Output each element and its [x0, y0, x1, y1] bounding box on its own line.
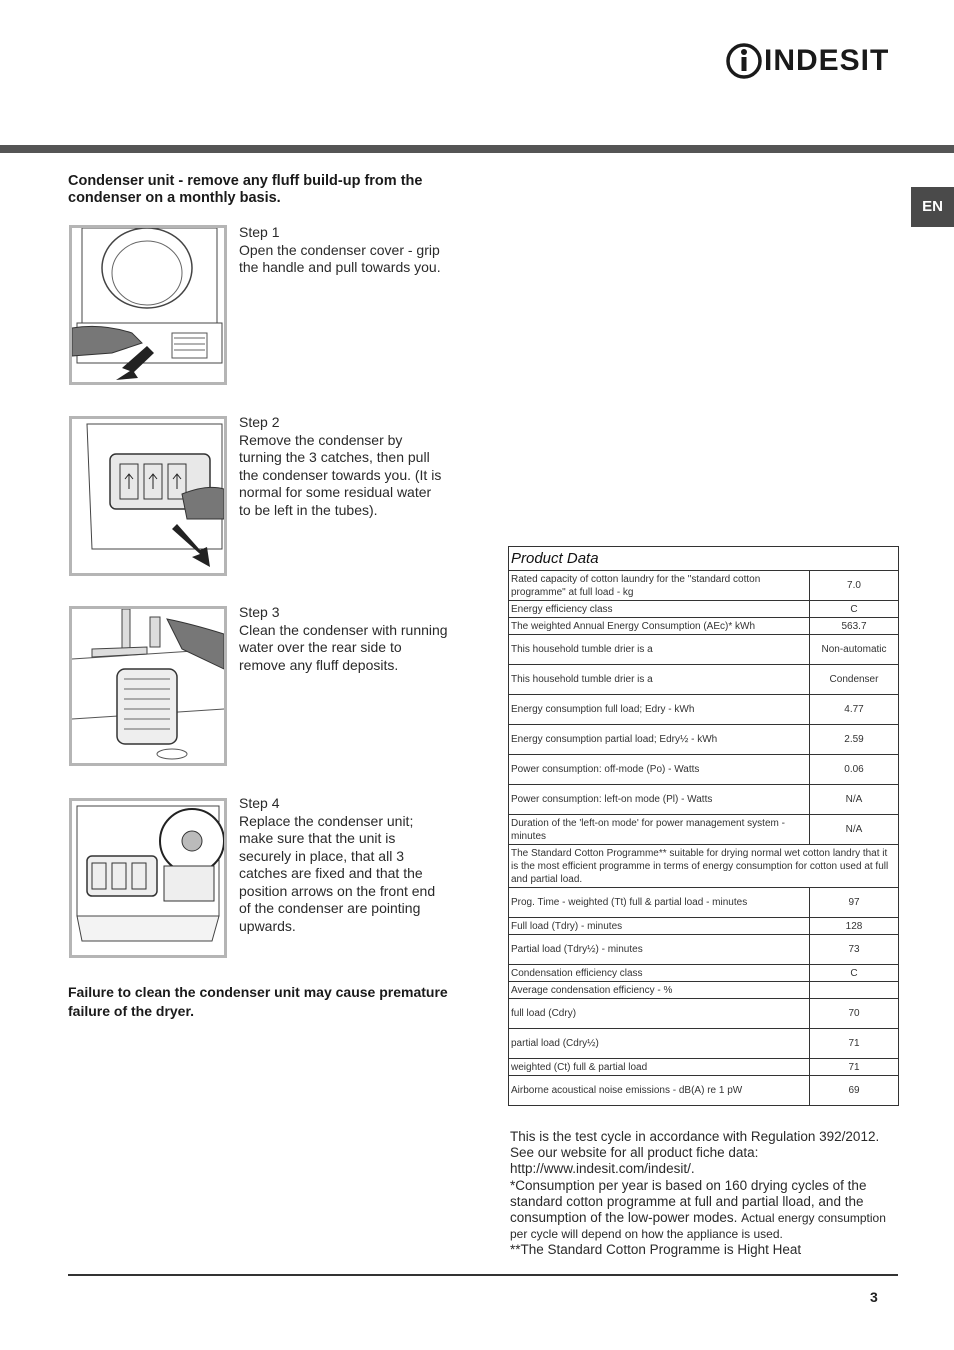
step-3-label: Step 3: [239, 604, 280, 620]
row-value: N/A: [810, 815, 899, 845]
table-row: [509, 918, 899, 935]
row-label: Partial load (Tdry½) - minutes: [509, 935, 810, 965]
row-label: The weighted Annual Energy Consumption (AEc)* kWh: [509, 618, 810, 635]
consumption-note-main: *Consumption per year is based on 160 drying cycles of the standard cotton programme at full and partial lload, and the consumption of the low-power modes.: [510, 1177, 867, 1226]
regulation-note: This is the test cycle in accordance with Regulation 392/2012. See our website for all product fiche data: http://www.indesit.com/indesit/.: [510, 1129, 880, 1177]
row-value: C: [810, 965, 899, 982]
table-row: [509, 1059, 899, 1076]
language-tab: EN: [911, 187, 954, 227]
row-label: full load (Cdry): [509, 999, 810, 1029]
table-row: [509, 1029, 899, 1059]
table-row: [509, 1076, 899, 1106]
row-value: [810, 982, 899, 999]
step-1-label: Step 1: [239, 224, 280, 240]
step-1-description: Open the condenser cover - grip the handle and pull towards you.: [239, 241, 441, 275]
row-value: 0.06: [810, 755, 899, 785]
product-data-table: [508, 546, 899, 1106]
row-label: Average condensation efficiency - %: [509, 982, 810, 999]
row-label: Power consumption: off-mode (Po) - Watts: [509, 755, 810, 785]
step-2-text: [239, 414, 445, 519]
table-row: [509, 665, 899, 695]
step-3-text: [239, 604, 449, 674]
step-4-label: Step 4: [239, 795, 280, 811]
row-value: 7.0: [810, 571, 899, 601]
step-3-description: Clean the condenser with running water over the rear side to remove any fluff deposits.: [239, 621, 448, 673]
section-heading: Condenser unit - remove any fluff build-up from the condenser on a monthly basis.: [68, 173, 423, 206]
step-4-text: [239, 795, 444, 935]
row-label: Full load (Tdry) - minutes: [509, 918, 810, 935]
table-row: [509, 999, 899, 1029]
row-label: partial load (Cdry½): [509, 1029, 810, 1059]
row-label: Prog. Time - weighted (Tt) full & partial load - minutes: [509, 888, 810, 918]
table-row: [509, 618, 899, 635]
page-number: 3: [870, 1289, 878, 1305]
warning-note: Failure to clean the condenser unit may cause premature failure of the dryer.: [68, 984, 448, 1019]
table-row: [509, 601, 899, 618]
row-label: Rated capacity of cotton laundry for the "standard cotton programme" at full load - kg: [509, 571, 810, 601]
header-divider: [0, 145, 954, 153]
table-row: [509, 785, 899, 815]
row-label: The Standard Cotton Programme** suitable for drying normal wet cotton landry that it is the most efficient programme in terms of energy consumption for cotton used at full and partial load.: [509, 845, 899, 888]
consumption-note: [510, 1178, 895, 1243]
table-row: [509, 935, 899, 965]
table-row: [509, 571, 899, 601]
step-4-description: Replace the condenser unit; make sure that the unit is securely in place, that all 3 catches are fixed and that the position arrows on the front end of the condenser are pointing upwards.: [239, 812, 436, 934]
row-value: 2.59: [810, 725, 899, 755]
indesit-logo: [726, 40, 888, 82]
row-value: 73: [810, 935, 899, 965]
table-row: [509, 725, 899, 755]
row-value: 69: [810, 1076, 899, 1106]
row-label: This household tumble drier is a: [509, 635, 810, 665]
step-2-illustration: [69, 416, 227, 576]
step-4-illustration: [69, 798, 227, 958]
row-value: 4.77: [810, 695, 899, 725]
table-row: [509, 965, 899, 982]
table-row: [509, 755, 899, 785]
table-row: [509, 635, 899, 665]
row-label: Duration of the 'left-on mode' for power management system - minutes: [509, 815, 810, 845]
brand-name: INDESIT: [764, 44, 890, 77]
table-row: [509, 888, 899, 918]
table-row: [509, 982, 899, 999]
step-3-illustration: [69, 606, 227, 766]
row-label: Energy consumption partial load; Edry½ - kWh: [509, 725, 810, 755]
table-row: [509, 815, 899, 845]
product-data-title: Product Data: [509, 547, 899, 571]
row-label: Condensation efficiency class: [509, 965, 810, 982]
row-label: weighted (Ct) full & partial load: [509, 1059, 810, 1076]
step-2-label: Step 2: [239, 414, 280, 430]
row-value: 71: [810, 1029, 899, 1059]
consumption-note-small: Actual energy consumption per cycle will depend on how the appliance is used.: [510, 1211, 886, 1242]
row-value: Non-automatic: [810, 635, 899, 665]
step-1-text: [239, 224, 449, 277]
row-value: 71: [810, 1059, 899, 1076]
table-row: [509, 845, 899, 888]
step-2-description: Remove the condenser by turning the 3 catches, then pull the condenser towards you. (It is normal for some residual water to be left in the tubes).: [239, 431, 442, 518]
row-label: Energy consumption full load; Edry - kWh: [509, 695, 810, 725]
row-value: C: [810, 601, 899, 618]
row-label: Airborne acoustical noise emissions - dB(A) re 1 pW: [509, 1076, 810, 1106]
row-label: Power consumption: left-on mode (Pl) - Watts: [509, 785, 810, 815]
row-value: 97: [810, 888, 899, 918]
table-row: [509, 695, 899, 725]
row-value: 70: [810, 999, 899, 1029]
footnotes: [510, 1129, 895, 1259]
footer-divider: [68, 1274, 898, 1276]
step-1-illustration: [69, 225, 227, 385]
row-label: This household tumble drier is a: [509, 665, 810, 695]
row-value: 128: [810, 918, 899, 935]
programme-note: **The Standard Cotton Programme is Hight Heat: [510, 1242, 802, 1258]
row-value: 563.7: [810, 618, 899, 635]
row-value: N/A: [810, 785, 899, 815]
row-label: Energy efficiency class: [509, 601, 810, 618]
row-value: Condenser: [810, 665, 899, 695]
logo-mark-icon: [726, 40, 762, 82]
